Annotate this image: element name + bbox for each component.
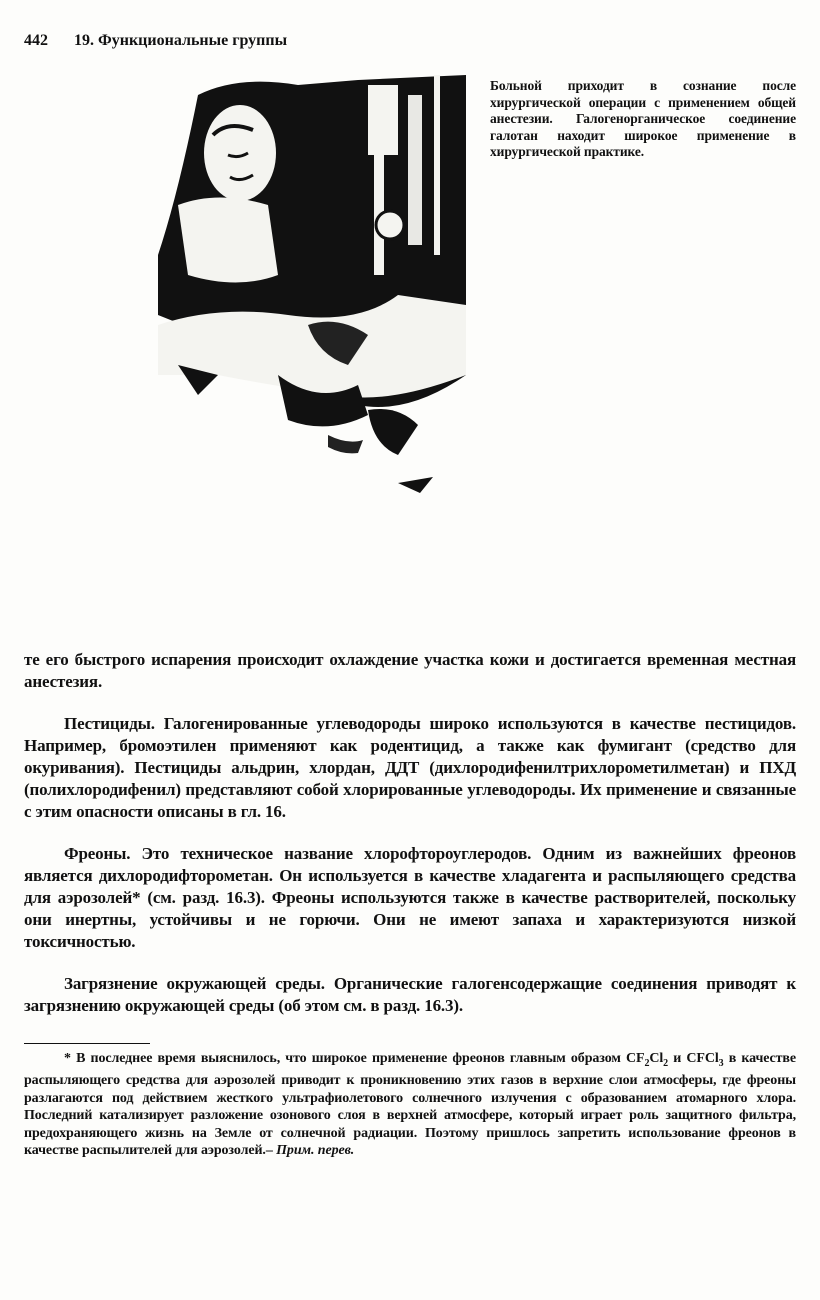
- formula-cfcl: CFCl: [686, 1051, 719, 1066]
- footnote-text-1: В последнее время выяснилось, что широкое применение фреонов главным образом: [70, 1051, 626, 1066]
- footnote-divider: [24, 1043, 150, 1044]
- pollution-paragraph: [24, 973, 796, 1017]
- footnote-and: и: [668, 1051, 687, 1066]
- footnote-text-2: в качестве распыляющего средства для аэрозолей приводит к проникновению этих газов в верхние слои атмосферы, где фреоны разлагаются под действием жесткого ультрафиолетового солнечного излучения с образованием атомарного хлора. Последний катализирует разложение озонового слоя в верхней атмосфере, который играет роль защитного фильтра, предохраняющего жизнь на Земле от солнечной радиации. Поэтому пришлось запретить использование фреонов в качестве распылителей для аэрозолей.–: [24, 1051, 796, 1159]
- page-number: 442: [24, 32, 48, 49]
- translator-note: Прим. перев.: [276, 1143, 355, 1159]
- pesticides-text: Галогенированные углеводороды широко используются в качестве пестицидов. Например, бромоэтилен применяют как родентицид, а также как фумигант (средство для окуривания). Пестициды альдрин, хлордан, ДДТ (дихлородифенилтрихлорометилметан) и ПХД (полихлородифенил) представляют собой хлорированные углеводороды. Их применение и связанные с этим опасности описаны в гл. 16.: [24, 714, 796, 821]
- freons-paragraph: [24, 843, 796, 953]
- running-title: 19. Функциональные группы: [74, 32, 288, 49]
- main-text: [24, 649, 796, 1017]
- photo-caption: Больной приходит в сознание после хирургической операции с применением общей анестезии. Галогенорганическое соединение галотан находит широкое применение в хирургической практике.: [490, 78, 796, 159]
- pesticides-paragraph: [24, 713, 796, 823]
- footnote: [24, 1050, 796, 1160]
- formula-sub: 2: [644, 1057, 650, 1069]
- freons-text: Это техническое название хлорофтороуглеродов. Одним из важнейших фреонов является дихлородифторометан. Он используется в качестве хладагента и распыляющего средства для аэрозолей* (см. разд. 16.3). Фреоны используются также в качестве растворителей, поскольку они инертны, устойчивы и не горючи. Они не имеют запаха и характеризуются низкой токсичностью.: [24, 844, 796, 951]
- continuation-paragraph: те его быстрого испарения происходит охлаждение участка кожи и достигается временная местная анестезия.: [24, 650, 796, 691]
- formula-cl: Cl: [649, 1051, 664, 1066]
- pollution-heading: Загрязнение окружающей среды.: [64, 974, 325, 993]
- formula-sub: 3: [718, 1057, 724, 1069]
- pesticides-heading: Пестициды.: [64, 714, 155, 733]
- footnote-marker: *: [64, 1051, 71, 1066]
- freons-heading: Фреоны.: [64, 844, 131, 863]
- page-header: [24, 32, 287, 50]
- formula-cf: CF: [625, 1051, 645, 1066]
- pollution-text: Органические галогенсодержащие соединения приводят к загрязнению окружающей среды (об этом см. в разд. 16.3).: [24, 974, 796, 1015]
- formula-sub: 2: [663, 1057, 669, 1069]
- surgery-photo: [158, 75, 466, 507]
